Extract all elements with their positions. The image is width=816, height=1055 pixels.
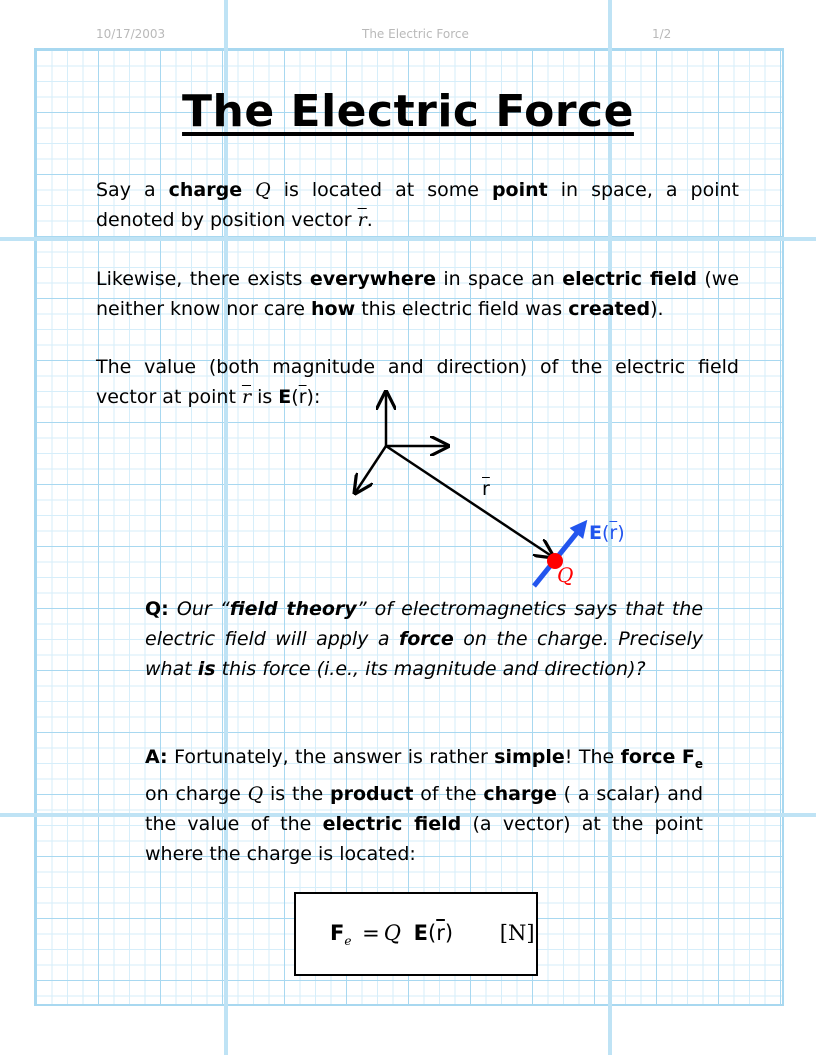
question-paragraph: Q: Our “field theory” of electromagnetics says that the electric field will apply a force on the charge. Precisely what is this force (i.e., its magnitude and direction)?: [145, 598, 704, 680]
q-charge-label: Q: [557, 563, 574, 587]
paragraph-3: The value (both magnitude and direction) of the electric field vector at point $\overline{r}$ is $E(\overline{r})$:: [96, 356, 739, 408]
header-title: The Electric Force: [362, 27, 469, 41]
paragraph-1: Say a charge Q is located at some point in space, a point denoted by position vector $\overline{r}$.: [96, 179, 739, 231]
answer-paragraph: A: Fortunately, the answer is rather simple! The force $F_e$ on charge Q is the product of the charge ( a scalar) and the value of the electric field (a vector) at the point where the charge is located:: [145, 746, 703, 865]
e-field-label: $E(\overline{r})$: [589, 522, 625, 544]
position-vector-arrow: [386, 446, 553, 557]
page-title: The Electric Force: [182, 86, 634, 137]
force-equation: $F_e = Q$ $E(\overline{r})$ [N]: [330, 921, 535, 949]
header-date: 10/17/2003: [96, 27, 166, 41]
r-vector-label: $\overline{r}$: [482, 478, 490, 500]
equation-box: [294, 892, 538, 976]
header-page: 1/2: [652, 27, 672, 41]
unit-label: [N]: [499, 921, 535, 945]
paragraph-2: Likewise, there exists everywhere in space an electric field (we neither know nor care how this electric field was created).: [96, 268, 740, 320]
